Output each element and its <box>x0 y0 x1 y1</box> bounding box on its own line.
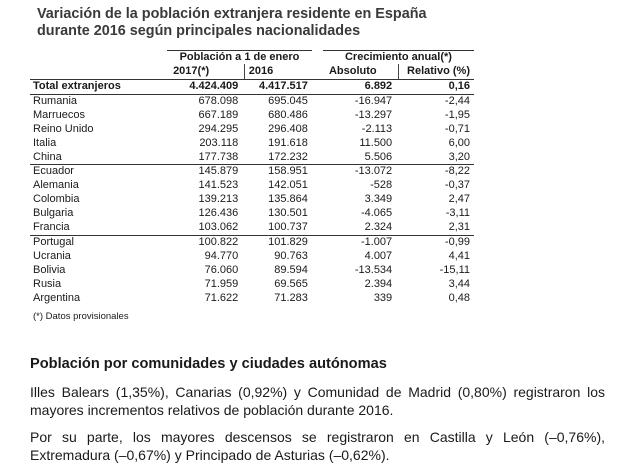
relative-change: -3,11 <box>445 207 470 220</box>
column-header-2017: 2017(*) <box>167 64 244 80</box>
population-2017: 678.098 <box>198 94 239 107</box>
spacer-cell <box>312 278 323 292</box>
title-line-2: durante 2016 según principales nacionalidades <box>37 23 361 39</box>
population-2016: 101.829 <box>268 235 308 248</box>
population-2017: 203.118 <box>199 136 239 149</box>
spacer-cell <box>312 137 323 151</box>
total-row <box>30 80 474 95</box>
population-table <box>30 50 474 306</box>
population-2017: 667.189 <box>198 108 239 121</box>
population-2017: 76.060 <box>204 263 239 276</box>
spacer-cell <box>312 151 323 165</box>
country-name: Argentina <box>33 291 81 304</box>
spacer-cell <box>312 235 323 249</box>
table-row <box>30 179 474 193</box>
relative-change: 3,20 <box>398 151 474 165</box>
empty-header-cell <box>30 64 167 80</box>
table-row <box>30 235 474 249</box>
population-2017: 126.436 <box>198 207 239 220</box>
total-label: Total extranjeros <box>30 80 167 95</box>
population-2017: 71.959 <box>204 277 239 290</box>
relative-change: 2,31 <box>398 221 474 235</box>
total-2017: 4.424.409 <box>167 80 244 95</box>
table-row <box>30 278 474 292</box>
absolute-change: 4.007 <box>364 249 393 262</box>
spacer-cell <box>312 123 323 137</box>
column-header-absoluto: Absoluto <box>323 64 398 80</box>
population-group-header: Población a 1 de enero <box>167 51 312 65</box>
population-2016: 191.618 <box>268 136 308 149</box>
spacer-cell <box>312 94 323 108</box>
population-2017: 145.879 <box>198 165 239 178</box>
total-relative: 0,16 <box>398 80 474 95</box>
table-row <box>30 109 474 123</box>
paragraph-increases: Illes Balears (1,35%), Canarias (0,92%) y Comunidad de Madrid (0,80%) registraron los mayores incrementos relativos de población durante 2016. <box>30 384 605 418</box>
absolute-change: -13.072 <box>354 165 393 178</box>
report-title <box>37 6 457 40</box>
column-header-row <box>30 64 474 80</box>
table-row <box>30 94 474 108</box>
spacer-cell <box>312 64 323 80</box>
empty-header-cell <box>30 51 167 65</box>
spacer-cell <box>312 165 323 179</box>
table-row <box>30 207 474 221</box>
table-row <box>30 165 474 179</box>
relative-change: 6,00 <box>448 136 470 149</box>
spacer-cell <box>312 179 323 193</box>
absolute-change: -2.113 <box>361 122 393 135</box>
relative-change: -2,44 <box>444 94 470 107</box>
population-2016: 695.045 <box>268 94 308 107</box>
country-name: Italia <box>33 136 57 149</box>
population-2016: 130.501 <box>268 207 308 220</box>
population-2016: 142.051 <box>268 179 308 192</box>
country-name: Ucrania <box>33 249 71 262</box>
table-body <box>30 51 474 306</box>
absolute-change: 11.500 <box>359 136 393 149</box>
country-name: Alemania <box>33 179 79 192</box>
column-header-2016: 2016 <box>244 64 312 80</box>
population-2016: 69.565 <box>274 277 308 290</box>
population-2017: 139.213 <box>198 193 239 206</box>
absolute-change: 2.324 <box>323 221 398 235</box>
absolute-change: -1.007 <box>360 235 393 248</box>
table-row <box>30 250 474 264</box>
table-row <box>30 151 474 165</box>
table-row <box>30 137 474 151</box>
total-2016: 4.417.517 <box>244 80 312 95</box>
population-2017: 100.822 <box>198 235 239 248</box>
spacer-cell <box>312 207 323 221</box>
group-header-row <box>30 51 474 65</box>
spacer-cell <box>312 221 323 235</box>
relative-change: -15,11 <box>439 263 470 276</box>
total-absolute: 6.892 <box>323 80 398 95</box>
population-2016: 90.763 <box>274 249 308 262</box>
population-2016: 135.864 <box>268 193 308 206</box>
population-2016: 89.594 <box>274 263 308 276</box>
spacer-cell <box>312 51 323 65</box>
population-2016: 71.283 <box>274 291 308 304</box>
population-2017: 294.295 <box>198 122 239 135</box>
spacer-cell <box>312 109 323 123</box>
country-name: Rusia <box>33 277 62 290</box>
relative-change: -8,22 <box>444 165 470 178</box>
spacer-cell <box>312 292 323 306</box>
section-heading: Población por comunidades y ciudades autónomas <box>30 356 387 372</box>
absolute-change: 339 <box>373 291 393 304</box>
country-name: Rumania <box>33 94 78 107</box>
title-line-1: Variación de la población extranjera residente en España <box>37 6 427 22</box>
population-2017: 141.523 <box>198 179 239 192</box>
relative-change: 2,47 <box>448 193 470 206</box>
table-row <box>30 221 474 235</box>
country-name: Portugal <box>33 235 74 248</box>
relative-change: -1,95 <box>444 108 470 121</box>
absolute-change: -4.065 <box>360 207 393 220</box>
absolute-change: -528 <box>370 179 393 192</box>
spacer-cell <box>312 193 323 207</box>
spacer-cell <box>312 80 323 95</box>
table-row <box>30 193 474 207</box>
population-2017: 71.622 <box>204 291 239 304</box>
country-name: Ecuador <box>33 165 74 178</box>
growth-group-header: Crecimiento anual(*) <box>323 51 474 65</box>
country-name: Francia <box>30 221 167 235</box>
relative-change: -0,99 <box>444 235 470 248</box>
population-2016: 680.486 <box>268 108 308 121</box>
absolute-change: -16.947 <box>354 94 393 107</box>
population-2016: 100.737 <box>244 221 312 235</box>
absolute-change: -13.297 <box>354 108 393 121</box>
country-name: China <box>30 151 167 165</box>
spacer-cell <box>312 264 323 278</box>
absolute-change: 3.349 <box>364 193 393 206</box>
population-2017: 103.062 <box>167 221 244 235</box>
relative-change: -0,71 <box>444 122 470 135</box>
absolute-change: -13.534 <box>354 263 393 276</box>
relative-change: 3,44 <box>448 277 470 290</box>
population-2016: 172.232 <box>244 151 312 165</box>
relative-change: -0,37 <box>444 179 470 192</box>
table-footnote: (*) Datos provisionales <box>33 311 129 322</box>
paragraph-decreases: Por su parte, los mayores descensos se registraron en Castilla y León (–0,76%), Extremadura (–0,67%) y Principado de Asturias (–0,62%). <box>30 429 605 463</box>
spacer-cell <box>312 250 323 264</box>
country-name: Bolivia <box>33 263 66 276</box>
relative-change: 4,41 <box>448 249 470 262</box>
data-table <box>30 50 474 306</box>
absolute-change: 2.394 <box>364 277 393 290</box>
population-2016: 158.951 <box>268 165 308 178</box>
population-2016: 296.408 <box>268 122 308 135</box>
country-name: Bulgaria <box>33 207 74 220</box>
country-name: Marruecos <box>33 108 85 121</box>
table-row <box>30 123 474 137</box>
relative-change: 0,48 <box>448 291 470 304</box>
table-row <box>30 292 474 306</box>
table-row <box>30 264 474 278</box>
population-2017: 94.770 <box>204 249 239 262</box>
column-header-relativo: Relativo (%) <box>398 64 474 80</box>
population-2017: 177.738 <box>167 151 244 165</box>
absolute-change: 5.506 <box>323 151 398 165</box>
country-name: Colombia <box>33 193 80 206</box>
country-name: Reino Unido <box>33 122 94 135</box>
